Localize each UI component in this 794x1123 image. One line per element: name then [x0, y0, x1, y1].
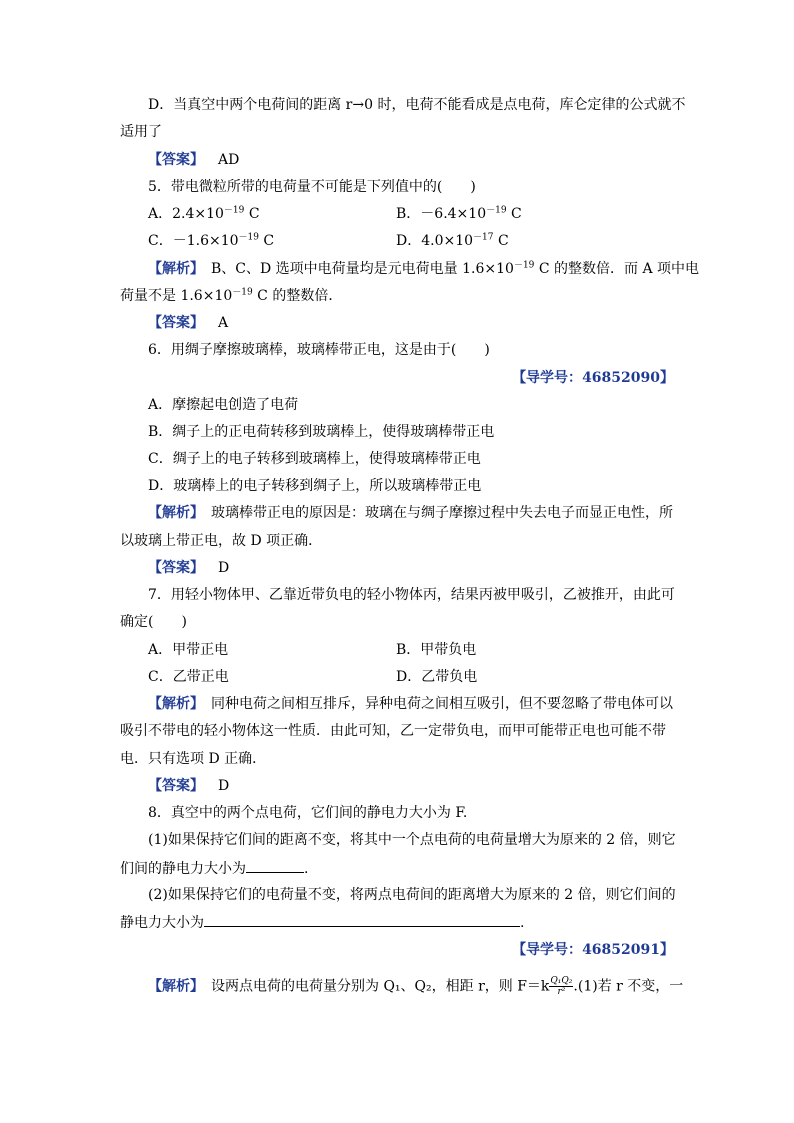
answer-value: A [218, 315, 229, 331]
answer-value: D [218, 560, 230, 576]
answer-blank-2[interactable] [204, 912, 520, 927]
answer-label: 【答案】 [148, 152, 204, 168]
q6-stem: 6．用绸子摩擦玻璃棒，玻璃棒带正电，这是由于( ) [148, 342, 490, 358]
q8-guide-number: 【导学号：46852091】 [512, 942, 674, 958]
q8-part1-line2: 们间的静电力大小为 . [120, 858, 308, 879]
q7-option-d: D．乙带负电 [396, 669, 478, 685]
q7-analysis-line2: 吸引不带电的轻小物体这一性质．由此可知，乙一定带负电，而甲可能带正电也可能不带 [120, 723, 666, 739]
q7-stem-line2: 确定( ) [120, 614, 187, 630]
q8-part1-line1: (1)如果保持它们间的距离不变，将其中一个点电荷的电荷量增大为原来的 2 倍，则它 [148, 832, 676, 848]
q7-option-b: B．甲带负电 [396, 642, 477, 658]
answer-value: AD [218, 152, 240, 168]
q5-analysis-line2: 荷量不是 $1.6\times 10^{-19}$ C 的整数倍． [120, 287, 343, 304]
q6-option-b: B．绸子上的正电荷转移到玻璃棒上，使得玻璃棒带正电 [148, 424, 495, 440]
analysis-label: 【解析】 [148, 505, 197, 521]
q7-analysis-line1: 【解析】 同种电荷之间相互排斥，异种电荷之间相互吸引，但不要忽略了带电体可以 [148, 696, 673, 712]
q6-analysis-line1: 【解析】 玻璃棒带正电的原因是：玻璃在与绸子摩擦过程中失去电子而显正电性，所 [148, 505, 673, 521]
q4-option-d-line1: D．当真空中两个电荷间的距离 r→0 时，电荷不能看成是点电荷，库仑定律的公式就不 [148, 97, 686, 113]
q6-option-c: C．绸子上的电子转移到玻璃棒上，使得玻璃棒带正电 [148, 451, 481, 467]
q5-option-a: A．$2.4\times 10^{-19}$ C [148, 205, 260, 222]
q4-answer [148, 150, 239, 170]
answer-blank-1[interactable] [246, 858, 304, 873]
answer-label: 【答案】 [148, 560, 204, 576]
q7-option-c: C．乙带正电 [148, 669, 229, 685]
q6-option-d: D．玻璃棒上的电子转移到绸子上，所以玻璃棒带正电 [148, 478, 482, 494]
q6-analysis-line2: 以玻璃上带正电，故 D 项正确． [120, 533, 323, 549]
q5-analysis-line1: 【解析】 B、C、D 选项中电荷量均是元电荷电量 $1.6\times 10^{-19}$ C 的整数倍．而 A 项中电 [148, 260, 700, 277]
q5-option-c: C．$-1.6\times 10^{-19}$ C [148, 232, 275, 249]
q6-answer [148, 558, 229, 578]
q4-option-d-line2: 适用了 [120, 124, 162, 140]
q5-option-b: B．$-6.4\times 10^{-19}$ C [396, 205, 522, 222]
q6-option-a: A．摩擦起电创造了电荷 [148, 397, 299, 413]
q5-option-d: D．$4.0\times 10^{-17}$ C [396, 232, 509, 249]
analysis-label: 【解析】 [148, 978, 197, 995]
answer-label: 【答案】 [148, 315, 204, 331]
q7-analysis-line3: 电．只有选项 D 正确． [120, 751, 267, 767]
q8-stem: 8．真空中的两个点电荷，它们间的静电力大小为 F. [148, 805, 468, 821]
coulomb-fraction: $\frac{\text{Q₁Q₂}}{\text{r²}}$ [550, 976, 573, 997]
analysis-label: 【解析】 [148, 696, 197, 712]
q5-answer [148, 313, 228, 333]
q7-answer [148, 776, 229, 796]
q7-option-a: A．甲带正电 [148, 642, 229, 658]
q8-part2-line2: 静电力大小为 . [120, 912, 524, 933]
answer-value: D [218, 778, 230, 794]
q6-guide-number: 【导学号：46852090】 [512, 370, 674, 386]
analysis-label: 【解析】 [148, 261, 197, 277]
q8-analysis-line1: 【解析】 设两点电荷的电荷量分别为 Q₁、Q₂，相距 r，则 F＝k $\frac{\text{Q₁Q₂}}{\text{r²}}$ .(1)若 r 不变，一 [148, 976, 684, 997]
answer-label: 【答案】 [148, 778, 204, 794]
q7-stem-line1: 7．用轻小物体甲、乙靠近带负电的轻小物体丙，结果丙被甲吸引，乙被推开，由此可 [148, 587, 675, 603]
q5-stem: 5．带电微粒所带的电荷量不可能是下列值中的( ) [148, 179, 476, 195]
q8-part2-line1: (2)如果保持它们的电荷量不变，将两点电荷间的距离增大为原来的 2 倍，则它们间的 [148, 887, 676, 903]
